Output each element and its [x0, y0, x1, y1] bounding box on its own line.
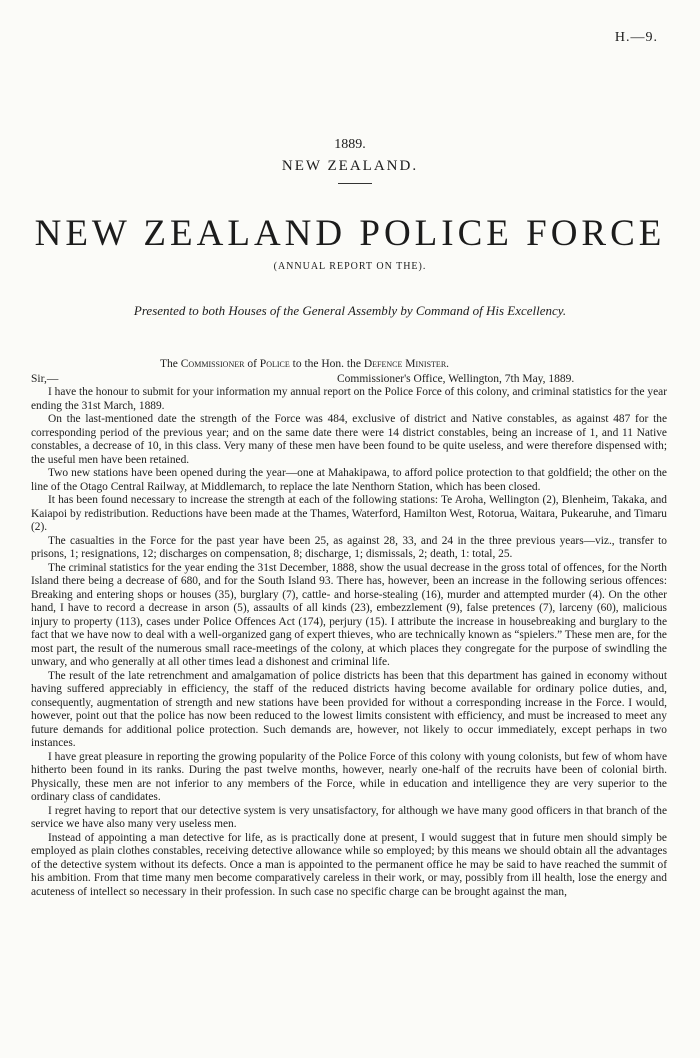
document-title: NEW ZEALAND POLICE FORCE [34, 213, 666, 254]
paragraph: On the last-mentioned date the strength of the Force was 484, exclusive of district and Native constables, as against 487 for the corresponding period of the previous year; and on the same date there were 14 district constables, being an increase of 1, and 11 Native constables, a decrease of 10, in this class. Very many of these men have been found to be quite useless, and were therefore dispensed with; the useful men have been retained. [31, 413, 667, 466]
document-subtitle: (ANNUAL REPORT ON THE). [273, 261, 427, 272]
heading-rule [338, 183, 372, 184]
letter-heading-to: to the Hon. the [289, 358, 364, 370]
report-year: 1889. [334, 137, 366, 152]
paragraph: The casualties in the Force for the past year have been 25, as against 28, 33, and 24 in the three previous years—viz., transfer to prisons, 1; resignations, 12; discharges on compensation, 8; discharge, 1; dismissals, 2; death, 1: total, 25. [31, 534, 667, 560]
presentation-line: Presented to both Houses of the General Assembly by Command of His Excellency. [133, 303, 567, 318]
salutation: Sir,— [31, 373, 59, 385]
paragraph: It has been found necessary to increase the strength at each of the following stations: Te Aroha, Wellington (2), Blenheim, Takaka, and Kaiapoi by redistribution. Reductions have been made at the Thames, Waterford, Hamilton West, Rotorua, Waitara, Pukearuhe, and Timaru (2). [31, 494, 667, 533]
paragraph: Instead of appointing a man detective for life, as is practically done at present, I would suggest that in future men should simply be employed as plain clothes constables, receiving detective allowance while so employed; by this means we should obtain all the advantages of the detective system without its defects. Once a man is appointed to the permanent office he may be said to have reached the summit of his ambition. From that time many men become comparatively careless in their work, or may, possibly from ill health, lose the energy and acuteness of intellect so necessary in their profession. In such case no specific charge can be brought against the man, [31, 831, 667, 898]
paragraph: I have great pleasure in reporting the growing popularity of the Police Force of this colony with young colonists, but few of whom have hitherto been found in its ranks. During the past twelve months, however, nearly one-half of the recruits have been of colonial birth. Physically, these men are not inferior to any members of the Force, while in education and intelligence they are very superior to the ordinary class of candidates. [31, 750, 667, 803]
letter-heading-defence: Defence [363, 358, 403, 370]
paragraph: I have the honour to submit for your information my annual report on the Police Force of this colony, and criminal statistics for the year ending the 31st March, 1889. [31, 386, 667, 412]
paragraph: I regret having to report that our detective system is very unsatisfactory, for although we have many good officers in that branch of the service we have also many very useless men. [31, 804, 667, 830]
letter-heading-prefix: The [160, 358, 181, 370]
country-heading: NEW ZEALAND. [281, 158, 419, 174]
report-body [31, 386, 667, 899]
paragraph: The criminal statistics for the year ending the 31st December, 1888, show the usual decrease in the gross total of offences, for the North Island there being a decrease of 680, and for the South Island 93. There has, however, been an increase in the following serious offences: Breaking and entering shops or houses (35), burglary (7), cattle- and horse-stealing (16), murder and attempted murder (4). On the other hand, I have to record a decrease in arson (5), assaults of all kinds (23), embezzlement (9), false pretences (7), larceny (60), malicious injury to property (113), cases under Police Offences Act (174), perjury (15). I attribute the increase in housebreaking and burglary to the fact that we have now to deal with a well-organized gang of expert thieves, who are technically known as “spielers.” These men are, for the most part, the result of the numerous small race-meetings of the colony, at which places they congregate for the purpose of swindling the unwary, and who generally at all other times lead a dishonest and criminal life. [31, 561, 667, 668]
page-reference: H.—9. [614, 30, 658, 45]
letter-heading-from: Commissioner [180, 358, 245, 370]
paragraph: Two new stations have been opened during the year—one at Mahakipawa, to afford police protection to that goldfield; the other on the line of the Otago Central Railway, at Middlemarch, to replace the late Nenthorn Station, which has been closed. [31, 467, 667, 493]
sender-address: Commissioner's Office, Wellington, 7th May, 1889. [337, 373, 575, 385]
letter-heading-minister: Minister. [405, 358, 450, 370]
letter-heading [160, 358, 449, 370]
letter-heading-police: Police [259, 358, 290, 370]
letter-heading-of: of [244, 358, 260, 370]
paragraph: The result of the late retrenchment and amalgamation of police districts has been that this department has gained in economy without having suffered appreciably in efficiency, the staff of the reduced districts having become available for ordinary police duties, and, consequently, augmentation of strength and new stations have been provided for without a corresponding increase in the Force. I would, however, point out that the police has now been reduced to the lowest limits consistent with efficiency, and must be increased to meet any future demands for additional police protection. Such demands are, however, not likely to occur immediately, except perhaps in two instances. [31, 669, 667, 749]
